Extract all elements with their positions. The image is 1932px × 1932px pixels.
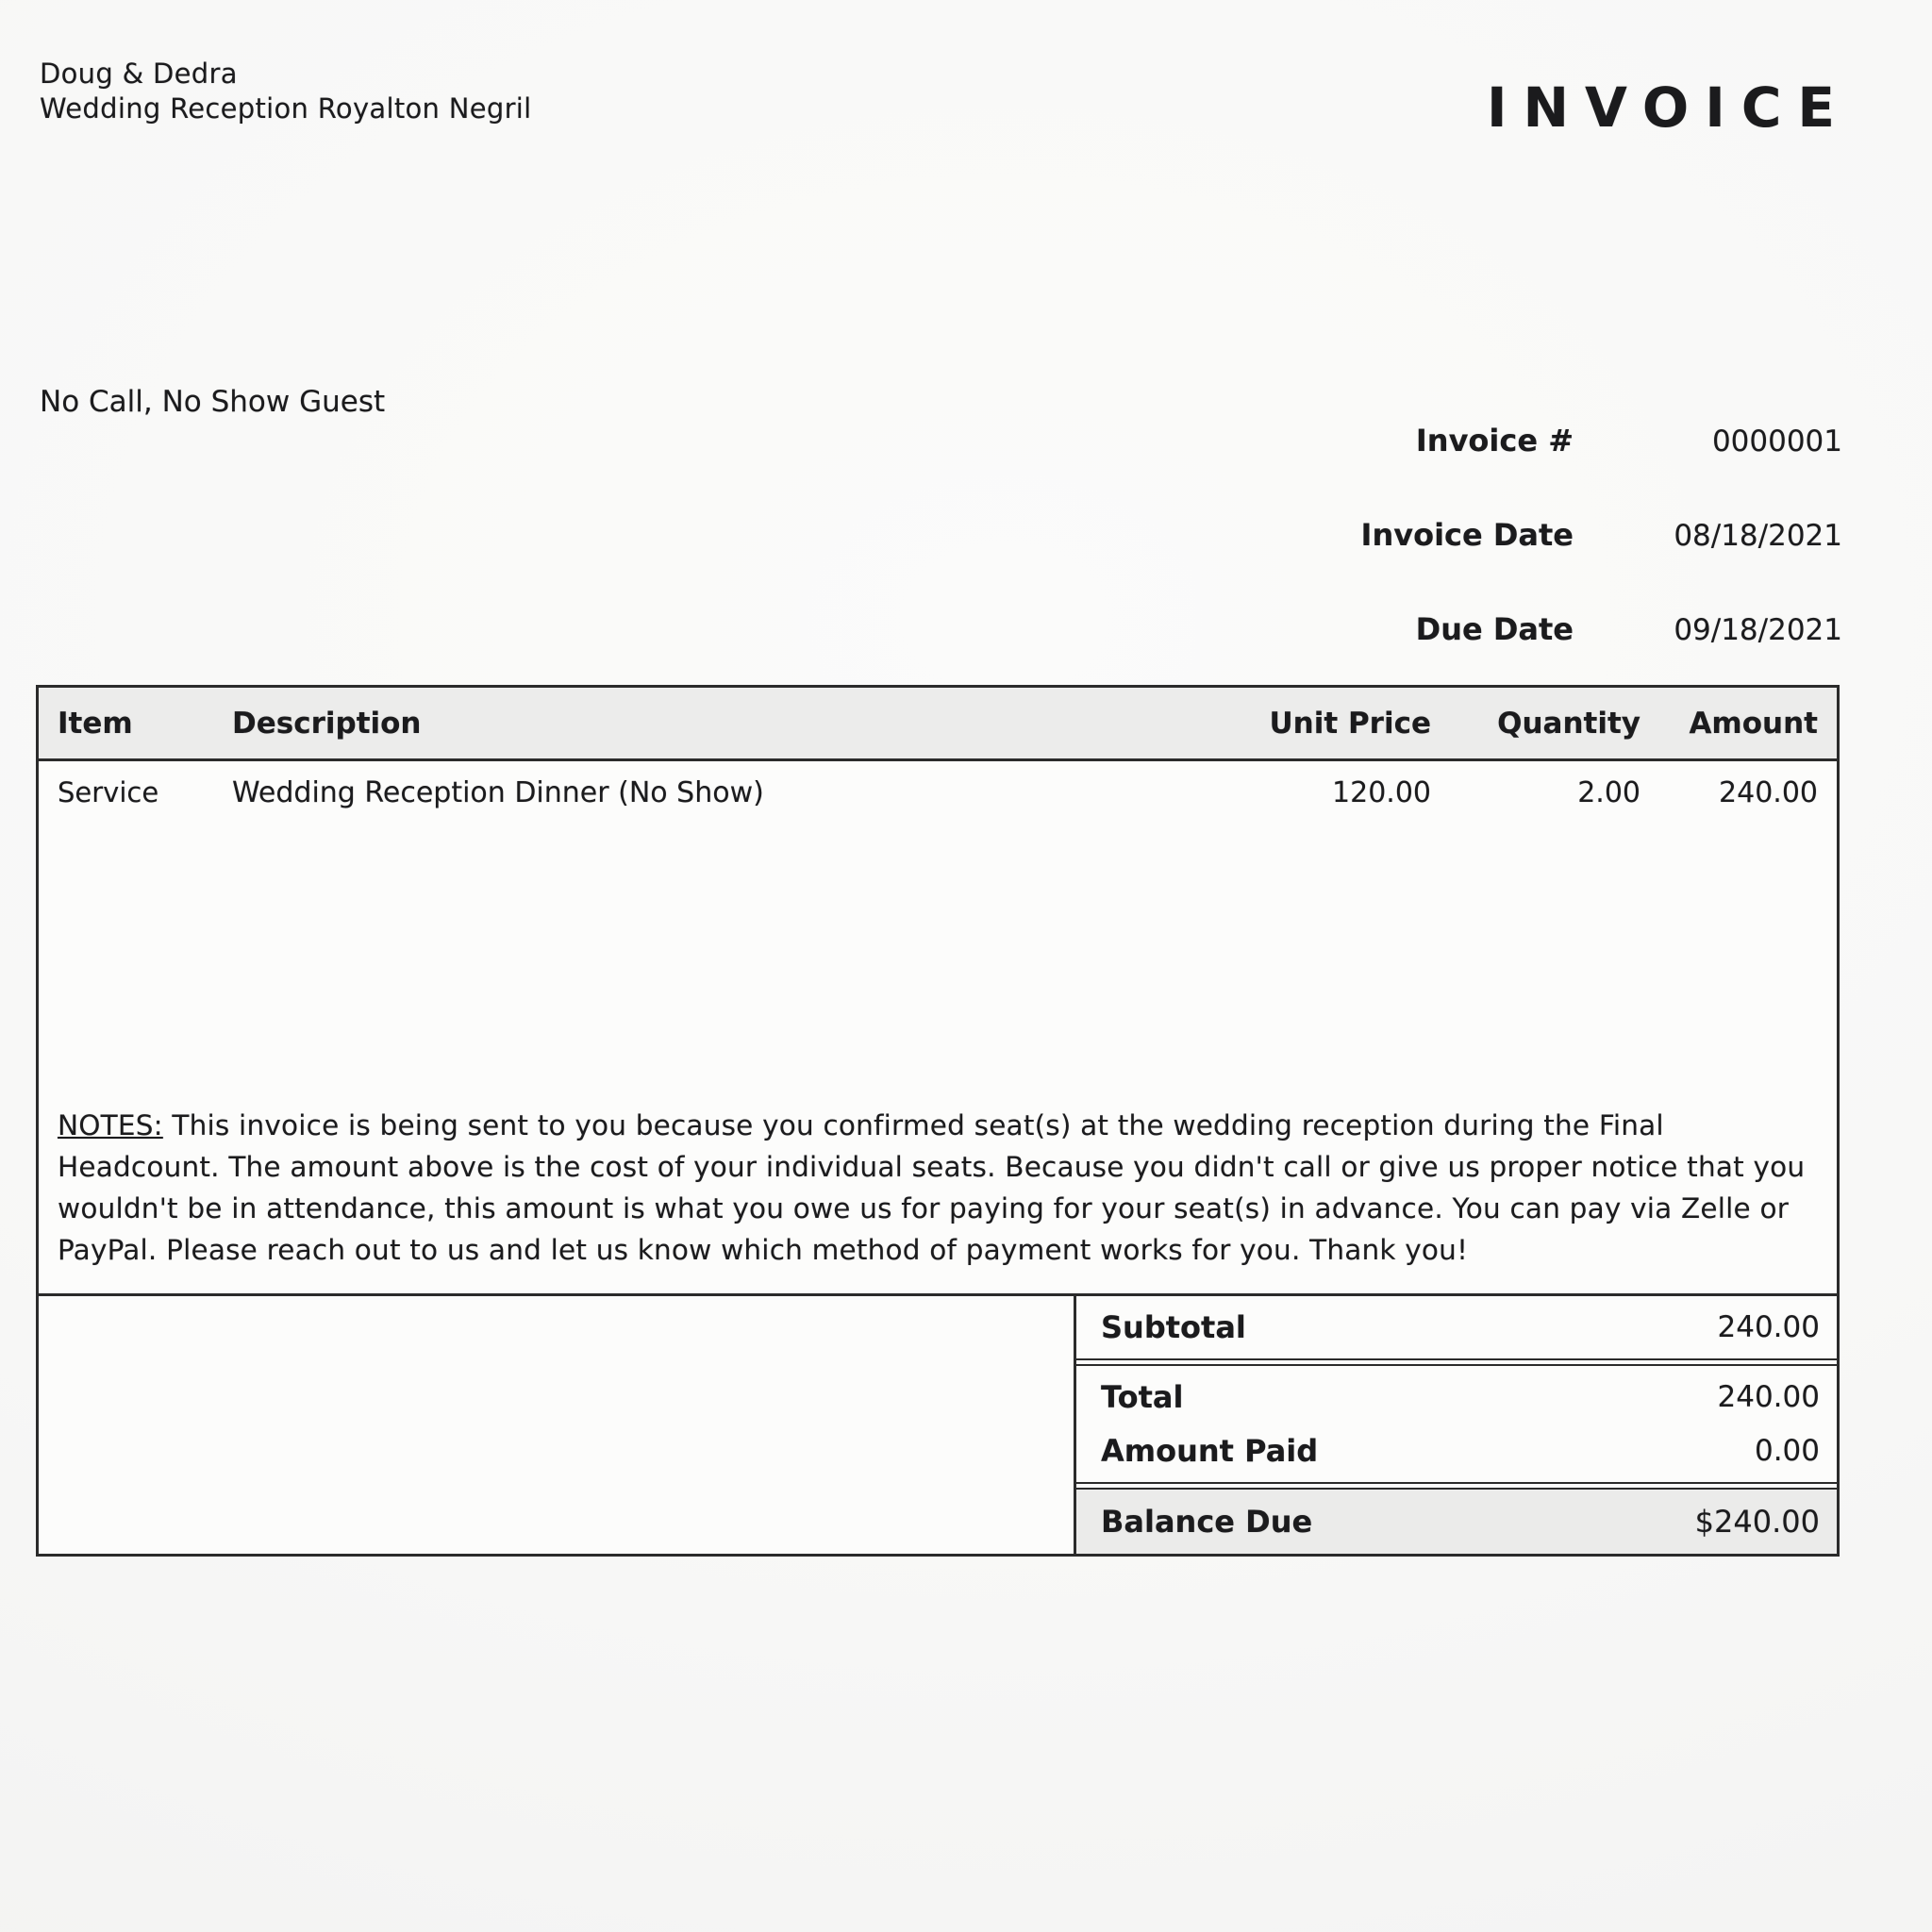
due-date-label: Due Date [1415,611,1574,647]
due-date-value: 09/18/2021 [1674,613,1842,647]
totals-left-spacer [39,1296,1076,1554]
totals-section [39,1293,1837,1554]
column-header-description: Description [232,706,422,741]
invoice-date-label: Invoice Date [1360,517,1574,553]
column-header-quantity: Quantity [1497,706,1641,741]
line-items-table [36,685,1840,1557]
cell-unit-price: 120.00 [1332,776,1431,809]
table-header-row [39,688,1837,761]
amount-paid-value: 0.00 [1754,1434,1820,1469]
client-name: Doug & Dedra [40,58,238,90]
table-body [39,761,1837,1293]
cell-amount: 240.00 [1719,776,1818,809]
column-header-amount: Amount [1689,706,1818,741]
total-value: 240.00 [1717,1379,1820,1414]
subtotal-label: Subtotal [1101,1309,1246,1345]
subtotal-row [1076,1296,1837,1360]
cell-description: Wedding Reception Dinner (No Show) [232,776,764,809]
column-header-item: Item [58,706,133,741]
table-row [39,776,1837,809]
invoice-meta [1361,423,1842,649]
total-label: Total [1101,1378,1184,1415]
balance-due-value: $240.00 [1694,1504,1820,1540]
total-row [1076,1374,1837,1421]
cell-item: Service [58,776,159,808]
reference-line: No Call, No Show Guest [40,385,386,419]
invoice-date-value: 08/18/2021 [1674,519,1842,553]
total-amount-paid-group [1076,1364,1837,1484]
column-header-unit-price: Unit Price [1269,706,1431,741]
subtotal-value: 240.00 [1717,1310,1820,1344]
notes-label: NOTES: [58,1109,163,1141]
balance-due-label: Balance Due [1101,1504,1313,1540]
notes-paragraph [39,1105,1837,1293]
notes-text: This invoice is being sent to you because you confirmed seat(s) at the wedding reception during the Final Headcount. The amount above is the cost of your individual seats. Because you didn't call or give us proper notice that you wouldn't be in attendance, this amount is what you owe us for paying for your seat(s) in advance. You can pay via Zelle or PayPal. Please reach out to us and let us know which method of payment works for you. Thank you! [58,1109,1806,1266]
invoice-number-row [1361,423,1842,460]
client-block [40,57,532,126]
invoice-date-row [1361,517,1842,555]
document-title: INVOICE [1486,75,1851,140]
totals-box [1076,1296,1837,1554]
amount-paid-row [1076,1427,1837,1474]
client-event: Wedding Reception Royalton Negril [40,92,532,125]
balance-due-row [1076,1488,1837,1554]
amount-paid-label: Amount Paid [1101,1433,1319,1470]
cell-quantity: 2.00 [1577,776,1641,809]
invoice-number-value: 0000001 [1711,425,1842,458]
invoice-number-label: Invoice # [1415,423,1574,458]
due-date-row [1361,611,1842,649]
